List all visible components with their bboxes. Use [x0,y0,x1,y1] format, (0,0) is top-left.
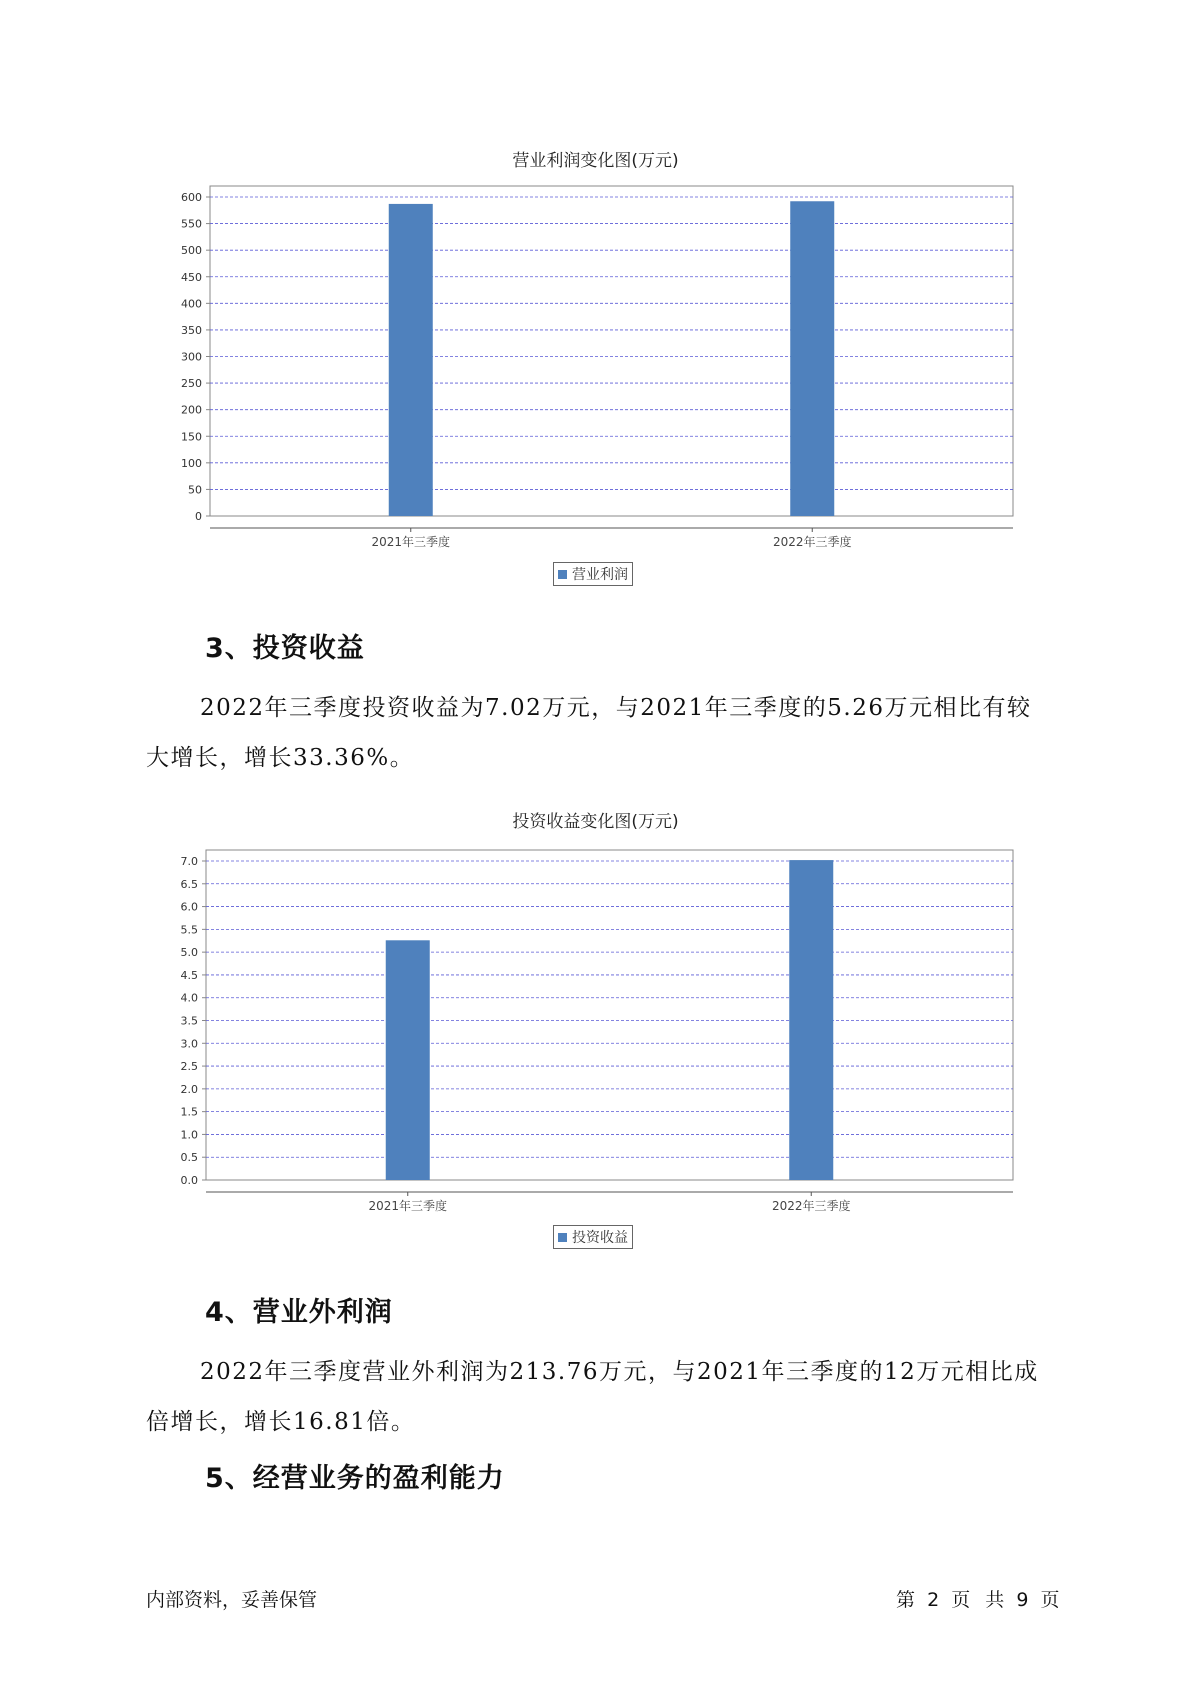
section-4-heading: 4、营业外利润 [205,1297,393,1328]
footer-page-number [894,1585,1063,1612]
y-tick-label: 550 [181,217,202,231]
y-tick-label: 0.0 [180,1174,198,1187]
y-tick-label: 300 [181,350,202,364]
y-tick-label: 150 [181,430,202,444]
y-tick-label: 50 [188,483,202,497]
y-tick-label: 450 [181,270,202,284]
section-3-paragraph: 2022年三季度投资收益为7.02万元，与2021年三季度的5.26万元相比有较大增长，增长33.36%。 [146,695,1032,771]
y-tick-label: 250 [181,377,202,391]
y-tick-label: 600 [181,191,202,204]
page-suffix: 页 [1040,1589,1061,1611]
section-4-paragraph: 2022年三季度营业外利润为213.76万元，与2021年三季度的12万元相比成倍增长，增长16.81倍。 [146,1359,1039,1435]
y-tick-label: 500 [181,244,202,258]
y-tick-label: 200 [181,403,202,417]
y-tick-label: 100 [181,456,202,470]
category-label: 2021年三季度 [371,535,451,549]
y-tick-label: 2.0 [180,1082,198,1096]
y-tick-label: 4.5 [180,968,198,982]
y-tick-label: 1.0 [180,1128,198,1142]
y-tick-label: 5.0 [180,946,198,960]
y-tick-label: 6.5 [180,877,198,891]
y-tick-label: 5.5 [180,923,198,937]
y-tick-label: 400 [181,297,202,311]
category-label: 2022年三季度 [772,535,852,549]
y-tick-label: 1.5 [180,1105,198,1119]
chart-1-title: 营业利润变化图(万元) [512,151,679,171]
bar-2 [789,860,833,1180]
y-tick-label: 0.5 [180,1151,198,1165]
y-tick-label: 350 [181,323,202,337]
page-current: 2 [927,1589,941,1611]
page-prefix: 第 [896,1589,917,1611]
page-mid: 页 共 [951,1589,1006,1611]
chart-2-legend-label: 投资收益 [572,1230,628,1246]
category-label: 2022年三季度 [771,1199,851,1213]
footer-confidential-note: 内部资料，妥善保管 [146,1589,318,1611]
chart-1-legend-label: 营业利润 [572,567,628,583]
chart-2-legend [553,1225,633,1249]
y-tick-label: 7.0 [180,855,198,868]
y-tick-label: 6.0 [180,900,198,914]
y-tick-label: 4.0 [180,991,198,1005]
section-3-heading: 3、投资收益 [205,633,365,664]
chart-2-title: 投资收益变化图(万元) [512,812,679,832]
page-total: 9 [1016,1589,1030,1611]
y-tick-label: 3.5 [180,1014,198,1028]
bar-1 [386,940,430,1180]
y-tick-label: 3.0 [180,1037,198,1051]
y-tick-label: 2.5 [180,1060,198,1074]
section-5-heading: 5、经营业务的盈利能力 [205,1463,505,1494]
legend-swatch-icon [558,1233,567,1242]
y-tick-label: 0 [195,510,202,523]
category-label: 2021年三季度 [368,1199,448,1213]
plot-frame [206,850,1013,1180]
